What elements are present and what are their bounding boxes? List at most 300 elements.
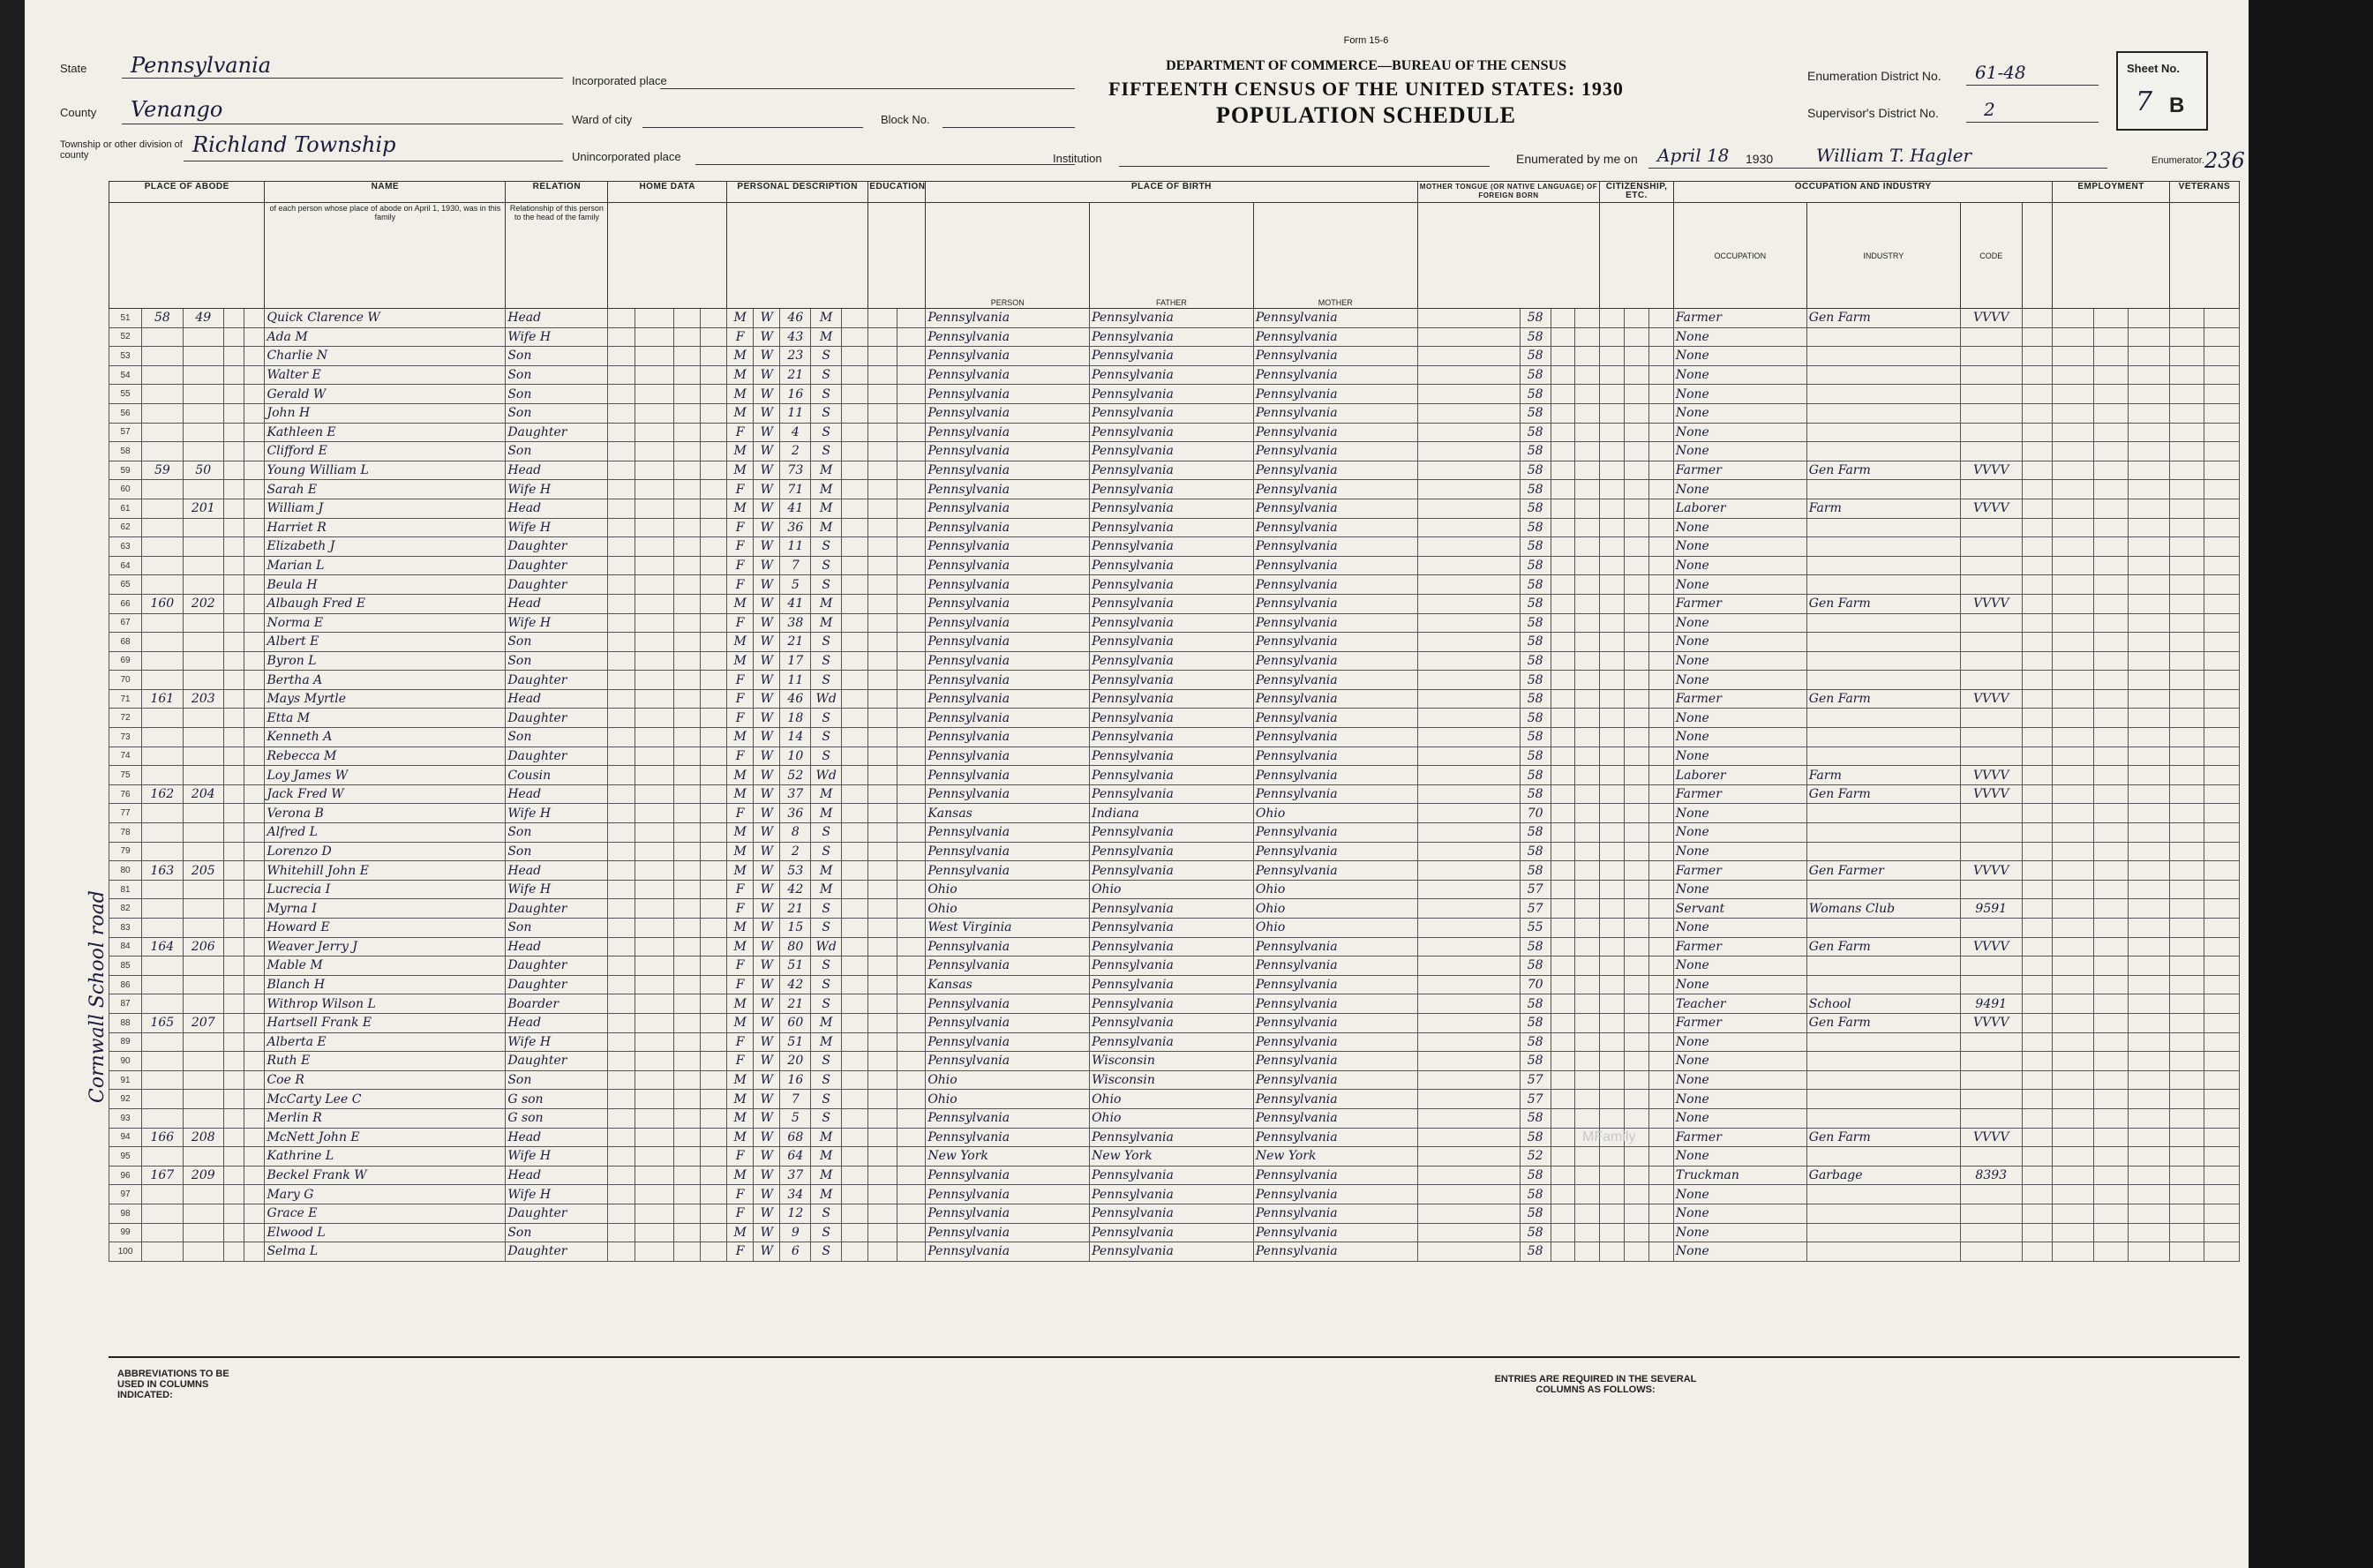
school-attendance <box>868 556 897 575</box>
birthplace-person: Pennsylvania <box>926 499 1090 518</box>
speaks-english <box>1648 1108 1673 1128</box>
birthplace-mother: Pennsylvania <box>1253 651 1417 671</box>
farm <box>700 1090 726 1109</box>
occupation-code <box>1960 347 2022 366</box>
immigration-year <box>1600 1032 1625 1052</box>
table-row <box>109 442 2240 461</box>
tongue-code: 58 <box>1520 385 1551 404</box>
department-title: DEPARTMENT OF COMMERCE—BUREAU OF THE CENSUS <box>1166 58 1566 73</box>
birthplace-mother: Pennsylvania <box>1253 1128 1417 1147</box>
occupation-code: VVVV <box>1960 309 2022 328</box>
race: W <box>754 1223 780 1242</box>
naturalization <box>1625 327 1649 347</box>
radio-set <box>673 746 700 766</box>
home-value <box>635 1242 673 1262</box>
home-owned <box>608 784 635 804</box>
school-attendance <box>868 861 897 881</box>
dwelling-number <box>142 423 183 442</box>
table-row <box>109 842 2240 861</box>
occupation: None <box>1673 537 1806 557</box>
home-owned <box>608 766 635 785</box>
birthplace-father: Pennsylvania <box>1090 899 1254 919</box>
code-b <box>1551 1204 1575 1223</box>
birthplace-mother: Pennsylvania <box>1253 365 1417 385</box>
speaks-english <box>1648 728 1673 747</box>
line-number: 68 <box>109 633 142 652</box>
employed <box>2053 842 2093 861</box>
table-row <box>109 746 2240 766</box>
home-value <box>635 746 673 766</box>
birthplace-person: Pennsylvania <box>926 746 1090 766</box>
home-value <box>635 423 673 442</box>
farm-schedule <box>2204 994 2240 1014</box>
class-of-worker <box>2022 423 2053 442</box>
abode-extra-1 <box>224 403 244 423</box>
literacy <box>897 1090 926 1109</box>
class-of-worker <box>2022 1223 2053 1242</box>
person-name: Blanch H <box>265 975 506 994</box>
mother-tongue <box>1417 728 1520 747</box>
birthplace-mother: Pennsylvania <box>1253 1070 1417 1090</box>
dwelling-number: 164 <box>142 937 183 957</box>
occupation: None <box>1673 347 1806 366</box>
farm <box>700 937 726 957</box>
occupation: None <box>1673 1223 1806 1242</box>
birthplace-person: Pennsylvania <box>926 728 1090 747</box>
code-b <box>1551 957 1575 976</box>
mother-tongue <box>1417 861 1520 881</box>
home-value <box>635 556 673 575</box>
industry: Gen Farm <box>1806 784 1960 804</box>
veteran <box>2129 309 2169 328</box>
birthplace-person: Pennsylvania <box>926 1223 1090 1242</box>
birthplace-father: Pennsylvania <box>1090 1128 1254 1147</box>
code-c <box>1575 766 1600 785</box>
war <box>2169 537 2204 557</box>
home-value <box>635 499 673 518</box>
family-number <box>183 613 223 633</box>
dwelling-number <box>142 823 183 843</box>
code-c <box>1575 365 1600 385</box>
abode-extra-2 <box>244 823 265 843</box>
code-c <box>1575 1166 1600 1185</box>
radio-set <box>673 861 700 881</box>
person-name: Elwood L <box>265 1223 506 1242</box>
abode-extra-1 <box>224 1166 244 1185</box>
speaks-english <box>1648 746 1673 766</box>
naturalization <box>1625 861 1649 881</box>
war <box>2169 633 2204 652</box>
birthplace-person: Pennsylvania <box>926 613 1090 633</box>
radio-set <box>673 766 700 785</box>
farm <box>700 1166 726 1185</box>
age: 36 <box>780 518 811 537</box>
family-number <box>183 804 223 823</box>
line-unemployed <box>2093 746 2128 766</box>
farm <box>700 842 726 861</box>
class-of-worker <box>2022 746 2053 766</box>
farm <box>700 1204 726 1223</box>
literacy <box>897 937 926 957</box>
birthplace-person: Pennsylvania <box>926 1166 1090 1185</box>
naturalization <box>1625 499 1649 518</box>
age-at-marriage <box>842 766 868 785</box>
birthplace-person: Pennsylvania <box>926 784 1090 804</box>
race: W <box>754 1204 780 1223</box>
mother-tongue <box>1417 442 1520 461</box>
code-b <box>1551 919 1575 938</box>
war <box>2169 613 2204 633</box>
line-unemployed <box>2093 365 2128 385</box>
birthplace-person: Pennsylvania <box>926 823 1090 843</box>
dwelling-number <box>142 633 183 652</box>
home-owned <box>608 937 635 957</box>
family-number <box>183 746 223 766</box>
relation: Son <box>506 385 608 404</box>
farm-schedule <box>2204 480 2240 499</box>
line-unemployed <box>2093 804 2128 823</box>
marital-status: S <box>811 403 842 423</box>
race: W <box>754 575 780 595</box>
abode-extra-2 <box>244 880 265 899</box>
table-row <box>109 1223 2240 1242</box>
farm-schedule <box>2204 385 2240 404</box>
class-of-worker <box>2022 327 2053 347</box>
enumeration-district-line <box>1966 85 2099 86</box>
dwelling-number <box>142 1185 183 1204</box>
family-number <box>183 1090 223 1109</box>
occupation-group-header: OCCUPATION AND INDUSTRY <box>1673 182 2053 203</box>
war <box>2169 309 2204 328</box>
race: W <box>754 975 780 994</box>
code-b <box>1551 556 1575 575</box>
person-name: Ada M <box>265 327 506 347</box>
home-value <box>635 537 673 557</box>
farm <box>700 651 726 671</box>
school-attendance <box>868 423 897 442</box>
code-c <box>1575 327 1600 347</box>
person-name: Alfred L <box>265 823 506 843</box>
literacy <box>897 309 926 328</box>
birthplace-mother: Pennsylvania <box>1253 842 1417 861</box>
speaks-english <box>1648 633 1673 652</box>
age: 6 <box>780 1242 811 1262</box>
footer-abbreviations <box>109 1356 2240 1429</box>
mother-tongue <box>1417 613 1520 633</box>
birthplace-person: Pennsylvania <box>926 347 1090 366</box>
veteran <box>2129 556 2169 575</box>
veteran <box>2129 651 2169 671</box>
birthplace-father: Pennsylvania <box>1090 480 1254 499</box>
immigration-year <box>1600 766 1625 785</box>
relation: Son <box>506 442 608 461</box>
home-owned <box>608 899 635 919</box>
industry: Gen Farm <box>1806 461 1960 480</box>
sex: F <box>727 671 754 690</box>
veteran <box>2129 994 2169 1014</box>
birthplace-father: Pennsylvania <box>1090 728 1254 747</box>
relation: Head <box>506 784 608 804</box>
age: 21 <box>780 994 811 1014</box>
line-number: 92 <box>109 1090 142 1109</box>
line-unemployed <box>2093 899 2128 919</box>
unincorporated-line <box>695 164 1075 165</box>
mother-tongue <box>1417 1052 1520 1071</box>
mother-tongue <box>1417 975 1520 994</box>
line-unemployed <box>2093 1032 2128 1052</box>
dwelling-number <box>142 1223 183 1242</box>
farm-schedule <box>2204 327 2240 347</box>
class-of-worker <box>2022 728 2053 747</box>
employed <box>2053 442 2093 461</box>
literacy <box>897 994 926 1014</box>
veteran <box>2129 442 2169 461</box>
abode-extra-2 <box>244 403 265 423</box>
mother-tongue <box>1417 480 1520 499</box>
abode-extra-2 <box>244 1242 265 1262</box>
family-number <box>183 842 223 861</box>
home-value <box>635 594 673 613</box>
relation: Daughter <box>506 899 608 919</box>
birthplace-father: Pennsylvania <box>1090 1185 1254 1204</box>
abode-extra-2 <box>244 709 265 728</box>
age: 17 <box>780 651 811 671</box>
literacy <box>897 499 926 518</box>
sex: M <box>727 861 754 881</box>
line-unemployed <box>2093 1185 2128 1204</box>
radio-set <box>673 1185 700 1204</box>
table-row <box>109 728 2240 747</box>
immigration-year <box>1600 709 1625 728</box>
line-unemployed <box>2093 442 2128 461</box>
immigration-year <box>1600 651 1625 671</box>
home-value <box>635 957 673 976</box>
home-value <box>635 1166 673 1185</box>
person-name: Weaver Jerry J <box>265 937 506 957</box>
relation: Son <box>506 842 608 861</box>
relation: Wife H <box>506 1185 608 1204</box>
class-of-worker <box>2022 1147 2053 1167</box>
dwelling-number <box>142 385 183 404</box>
home-owned <box>608 651 635 671</box>
birthplace-person: Pennsylvania <box>926 1128 1090 1147</box>
abode-extra-2 <box>244 461 265 480</box>
dwelling-number <box>142 899 183 919</box>
immigration-year <box>1600 556 1625 575</box>
birthplace-father: Pennsylvania <box>1090 385 1254 404</box>
tongue-code: 58 <box>1520 480 1551 499</box>
line-unemployed <box>2093 994 2128 1014</box>
literacy <box>897 403 926 423</box>
person-name: Sarah E <box>265 480 506 499</box>
veteran <box>2129 461 2169 480</box>
marital-status: S <box>811 365 842 385</box>
code-b <box>1551 1223 1575 1242</box>
abode-extra-1 <box>224 671 244 690</box>
class-of-worker <box>2022 594 2053 613</box>
home-owned <box>608 1147 635 1167</box>
dwelling-number <box>142 804 183 823</box>
industry <box>1806 385 1960 404</box>
occupation-code <box>1960 1090 2022 1109</box>
abode-extra-2 <box>244 671 265 690</box>
dwelling-number: 59 <box>142 461 183 480</box>
class-of-worker <box>2022 880 2053 899</box>
veteran <box>2129 957 2169 976</box>
relation: Wife H <box>506 804 608 823</box>
naturalization <box>1625 1108 1649 1128</box>
family-number: 203 <box>183 689 223 709</box>
mother-tongue <box>1417 461 1520 480</box>
farm <box>700 728 726 747</box>
marital-status: S <box>811 957 842 976</box>
immigration-year <box>1600 1070 1625 1090</box>
war <box>2169 480 2204 499</box>
relation: Head <box>506 861 608 881</box>
radio-set <box>673 994 700 1014</box>
home-owned <box>608 880 635 899</box>
school-attendance <box>868 919 897 938</box>
employed <box>2053 957 2093 976</box>
occupation-code: VVVV <box>1960 594 2022 613</box>
radio-set <box>673 556 700 575</box>
war <box>2169 423 2204 442</box>
birthplace-person: Pennsylvania <box>926 689 1090 709</box>
sex: M <box>727 499 754 518</box>
literacy <box>897 671 926 690</box>
industry: Farm <box>1806 766 1960 785</box>
mother-tongue <box>1417 347 1520 366</box>
line-number: 56 <box>109 403 142 423</box>
birthplace-person: Pennsylvania <box>926 1204 1090 1223</box>
line-unemployed <box>2093 1070 2128 1090</box>
school-attendance <box>868 766 897 785</box>
sex: M <box>727 461 754 480</box>
age-at-marriage <box>842 861 868 881</box>
birthplace-father: Ohio <box>1090 1090 1254 1109</box>
line-unemployed <box>2093 1147 2128 1167</box>
farm-schedule <box>2204 1223 2240 1242</box>
tongue-code: 58 <box>1520 1128 1551 1147</box>
race: W <box>754 899 780 919</box>
school-attendance <box>868 1128 897 1147</box>
abode-extra-2 <box>244 347 265 366</box>
abode-extra-1 <box>224 994 244 1014</box>
farm-schedule <box>2204 842 2240 861</box>
birthplace-father: Pennsylvania <box>1090 937 1254 957</box>
speaks-english <box>1648 861 1673 881</box>
sex: M <box>727 919 754 938</box>
birthplace-mother: Ohio <box>1253 804 1417 823</box>
class-of-worker <box>2022 919 2053 938</box>
occupation: None <box>1673 518 1806 537</box>
immigration-year <box>1600 1242 1625 1262</box>
line-unemployed <box>2093 957 2128 976</box>
birthplace-person: Pennsylvania <box>926 1185 1090 1204</box>
tongue-code: 58 <box>1520 442 1551 461</box>
employed <box>2053 1013 2093 1032</box>
marital-status: M <box>811 480 842 499</box>
code-c <box>1575 823 1600 843</box>
home-owned <box>608 518 635 537</box>
birthplace-person: Pennsylvania <box>926 423 1090 442</box>
code-c <box>1575 556 1600 575</box>
occupation-code <box>1960 919 2022 938</box>
school-attendance <box>868 537 897 557</box>
race: W <box>754 423 780 442</box>
occupation: None <box>1673 575 1806 595</box>
employed <box>2053 975 2093 994</box>
class-of-worker <box>2022 385 2053 404</box>
abbreviations-title: ABBREVIATIONS TO BE USED IN COLUMNS INDICATED: <box>117 1369 229 1400</box>
occupation: None <box>1673 1070 1806 1090</box>
birthplace-person: Kansas <box>926 975 1090 994</box>
naturalization <box>1625 1052 1649 1071</box>
industry <box>1806 1147 1960 1167</box>
age-at-marriage <box>842 385 868 404</box>
birthplace-father: Pennsylvania <box>1090 309 1254 328</box>
line-unemployed <box>2093 518 2128 537</box>
age: 42 <box>780 880 811 899</box>
tongue-code: 58 <box>1520 689 1551 709</box>
code-b <box>1551 1032 1575 1052</box>
abode-extra-1 <box>224 1185 244 1204</box>
table-row <box>109 994 2240 1014</box>
age: 41 <box>780 499 811 518</box>
abode-extra-2 <box>244 1128 265 1147</box>
birthplace-mother: Pennsylvania <box>1253 1052 1417 1071</box>
birthplace-father: Pennsylvania <box>1090 347 1254 366</box>
naturalization <box>1625 537 1649 557</box>
marital-status: M <box>811 1128 842 1147</box>
occupation-code <box>1960 1032 2022 1052</box>
sex: F <box>727 518 754 537</box>
literacy <box>897 1070 926 1090</box>
abode-extra-1 <box>224 861 244 881</box>
birthplace-mother: Pennsylvania <box>1253 957 1417 976</box>
employed <box>2053 746 2093 766</box>
person-birth-header: PERSON <box>926 203 1090 309</box>
tongue-code: 58 <box>1520 403 1551 423</box>
line-number: 74 <box>109 746 142 766</box>
code-c <box>1575 633 1600 652</box>
code-b <box>1551 671 1575 690</box>
occupation: None <box>1673 1090 1806 1109</box>
farm <box>700 975 726 994</box>
line-unemployed <box>2093 937 2128 957</box>
code-b <box>1551 784 1575 804</box>
birthplace-mother: Pennsylvania <box>1253 613 1417 633</box>
occupation: None <box>1673 842 1806 861</box>
immigration-year <box>1600 975 1625 994</box>
age-at-marriage <box>842 1204 868 1223</box>
home-value <box>635 575 673 595</box>
marital-status: S <box>811 385 842 404</box>
veteran <box>2129 385 2169 404</box>
marital-status: S <box>811 423 842 442</box>
home-owned <box>608 842 635 861</box>
code-c <box>1575 1108 1600 1128</box>
code-c <box>1575 423 1600 442</box>
industry <box>1806 975 1960 994</box>
home-value <box>635 633 673 652</box>
dwelling-number <box>142 480 183 499</box>
mother-tongue <box>1417 709 1520 728</box>
person-name: Verona B <box>265 804 506 823</box>
literacy <box>897 842 926 861</box>
dwelling-number <box>142 842 183 861</box>
dwelling-number: 166 <box>142 1128 183 1147</box>
